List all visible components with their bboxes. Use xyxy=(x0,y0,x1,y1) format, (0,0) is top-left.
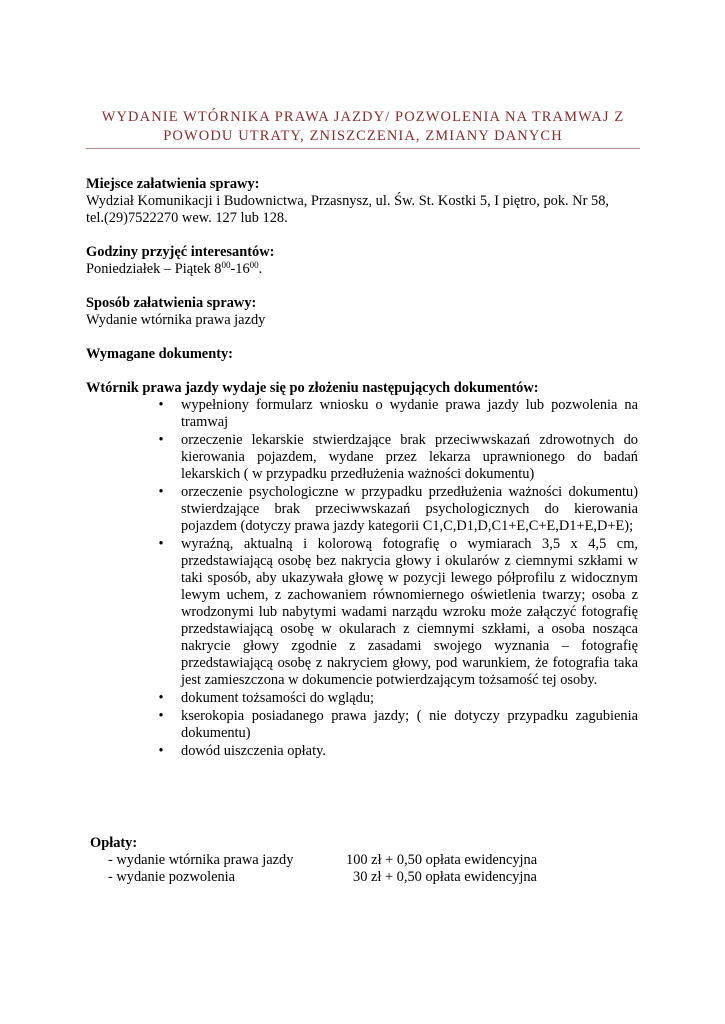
title-divider xyxy=(86,148,640,149)
title-line-1: WYDANIE WTÓRNIKA PRAWA JAZDY/ POZWOLENIA NA TRAMWAJ Z xyxy=(101,109,625,125)
fee-price: 30 zł + 0,50 opłata ewidencyjna xyxy=(353,869,537,885)
list-item-text: wyraźną, aktualną i kolorową fotografię o wymiarach 3,5 x 4,5 cm, przedstawiającą osobę bez nakrycia głowy i okularów z ciemnymi szkłami w taki sposób, aby ukazywała głowę w pozycji lewego półprofilu z widocznym lewym uchem, z zachowaniem równomiernego oświetlenia twarzy; osoba z wrodzonymi lub nabytymi wadami narządu wzroku może załączyć fotografię przedstawiającą osobę w okularach z ciemnymi szkłami, a osoba nosząca nakrycie głowy zgodnie z zasadami swojego wyznania – fotografię przedstawiającą osobę z nakryciem głowy, pod warunkiem, że fotografia taka jest zamieszczona w dokumencie potwierdzającym tożsamość tej osoby. xyxy=(181,536,638,688)
hours-heading: Godziny przyjęć interesantów: xyxy=(86,244,275,260)
page-title xyxy=(86,108,640,146)
documents-heading: Wtórnik prawa jazdy wydaje się po złożeniu następujących dokumentów: xyxy=(86,380,539,396)
document-body xyxy=(86,176,638,777)
bullet-icon: • xyxy=(158,743,164,759)
list-item-text: kserokopia posiadanego prawa jazdy; ( nie dotyczy przypadku zagubienia dokumentu) xyxy=(181,708,638,741)
list-item xyxy=(158,708,638,742)
list-item xyxy=(158,536,638,689)
list-item xyxy=(158,743,638,760)
list-item xyxy=(158,484,638,535)
hours-section xyxy=(86,244,638,278)
list-item xyxy=(158,432,638,483)
fee-name: - wydanie pozwolenia xyxy=(108,869,236,885)
list-item-text: dokument tożsamości do wglądu; xyxy=(181,690,375,706)
hours-end-hour: -16 xyxy=(230,261,250,277)
list-item xyxy=(158,397,638,431)
location-section xyxy=(86,176,638,227)
fee-row xyxy=(90,869,537,886)
list-item xyxy=(158,690,638,707)
list-item-text: orzeczenie lekarskie stwierdzające brak przeciwwskazań zdrowotnych do kierowania pojazdem, wydane przez lekarza uprawnionego do badań lekarskich ( w przypadku przedłużenia ważności dokumentu) xyxy=(181,432,638,482)
bullet-icon: • xyxy=(158,690,164,706)
fees-heading-row xyxy=(90,835,137,852)
bullet-icon: • xyxy=(158,536,164,552)
list-item-text: wypełniony formularz wniosku o wydanie prawa jazdy lub pozwolenia na tramwaj xyxy=(181,397,638,430)
bullet-icon: • xyxy=(158,432,164,448)
fee-name: - wydanie wtórnika prawa jazdy xyxy=(108,852,294,868)
documents-list xyxy=(158,397,638,760)
location-phone: tel.(29)7522270 wew. 127 lub 128. xyxy=(86,210,288,226)
fee-price: 100 zł + 0,50 opłata ewidencyjna xyxy=(346,852,538,868)
bullet-icon: • xyxy=(158,484,164,500)
hours-end-minutes: 00 xyxy=(249,260,259,270)
method-heading: Sposób załatwienia sprawy: xyxy=(86,295,257,311)
bullet-icon: • xyxy=(158,397,164,413)
fees-heading: Opłaty: xyxy=(90,835,138,851)
title-line-2: POWODU UTRATY, ZNISZCZENIA, ZMIANY DANYCH xyxy=(163,128,563,144)
hours-text xyxy=(86,261,638,278)
bullet-icon: • xyxy=(158,708,164,724)
required-section xyxy=(86,346,638,363)
list-item-text: dowód uiszczenia opłaty. xyxy=(181,743,326,759)
hours-start-minutes: 00 xyxy=(221,260,231,270)
fee-row xyxy=(90,852,538,869)
method-section xyxy=(86,295,638,329)
location-heading: Miejsce załatwienia sprawy: xyxy=(86,176,260,192)
method-text: Wydanie wtórnika prawa jazdy xyxy=(86,312,266,328)
list-item-text: orzeczenie psychologiczne w przypadku przedłużenia ważności dokumentu) stwierdzające brak przeciwwskazań psychologicznych do kierowania pojazdem (dotyczy prawa jazdy kategorii C1,C,D1,D,C1+E,C+E,D1+E,D+E); xyxy=(181,484,638,534)
fees-section xyxy=(90,835,538,886)
documents-section xyxy=(86,380,638,760)
hours-days: Poniedziałek – Piątek 8 xyxy=(86,261,222,277)
location-address: Wydział Komunikacji i Budownictwa, Przasnysz, ul. Św. St. Kostki 5, I piętro, pok. Nr 58, xyxy=(86,193,609,209)
hours-period: . xyxy=(258,261,263,277)
required-heading: Wymagane dokumenty: xyxy=(86,346,233,362)
